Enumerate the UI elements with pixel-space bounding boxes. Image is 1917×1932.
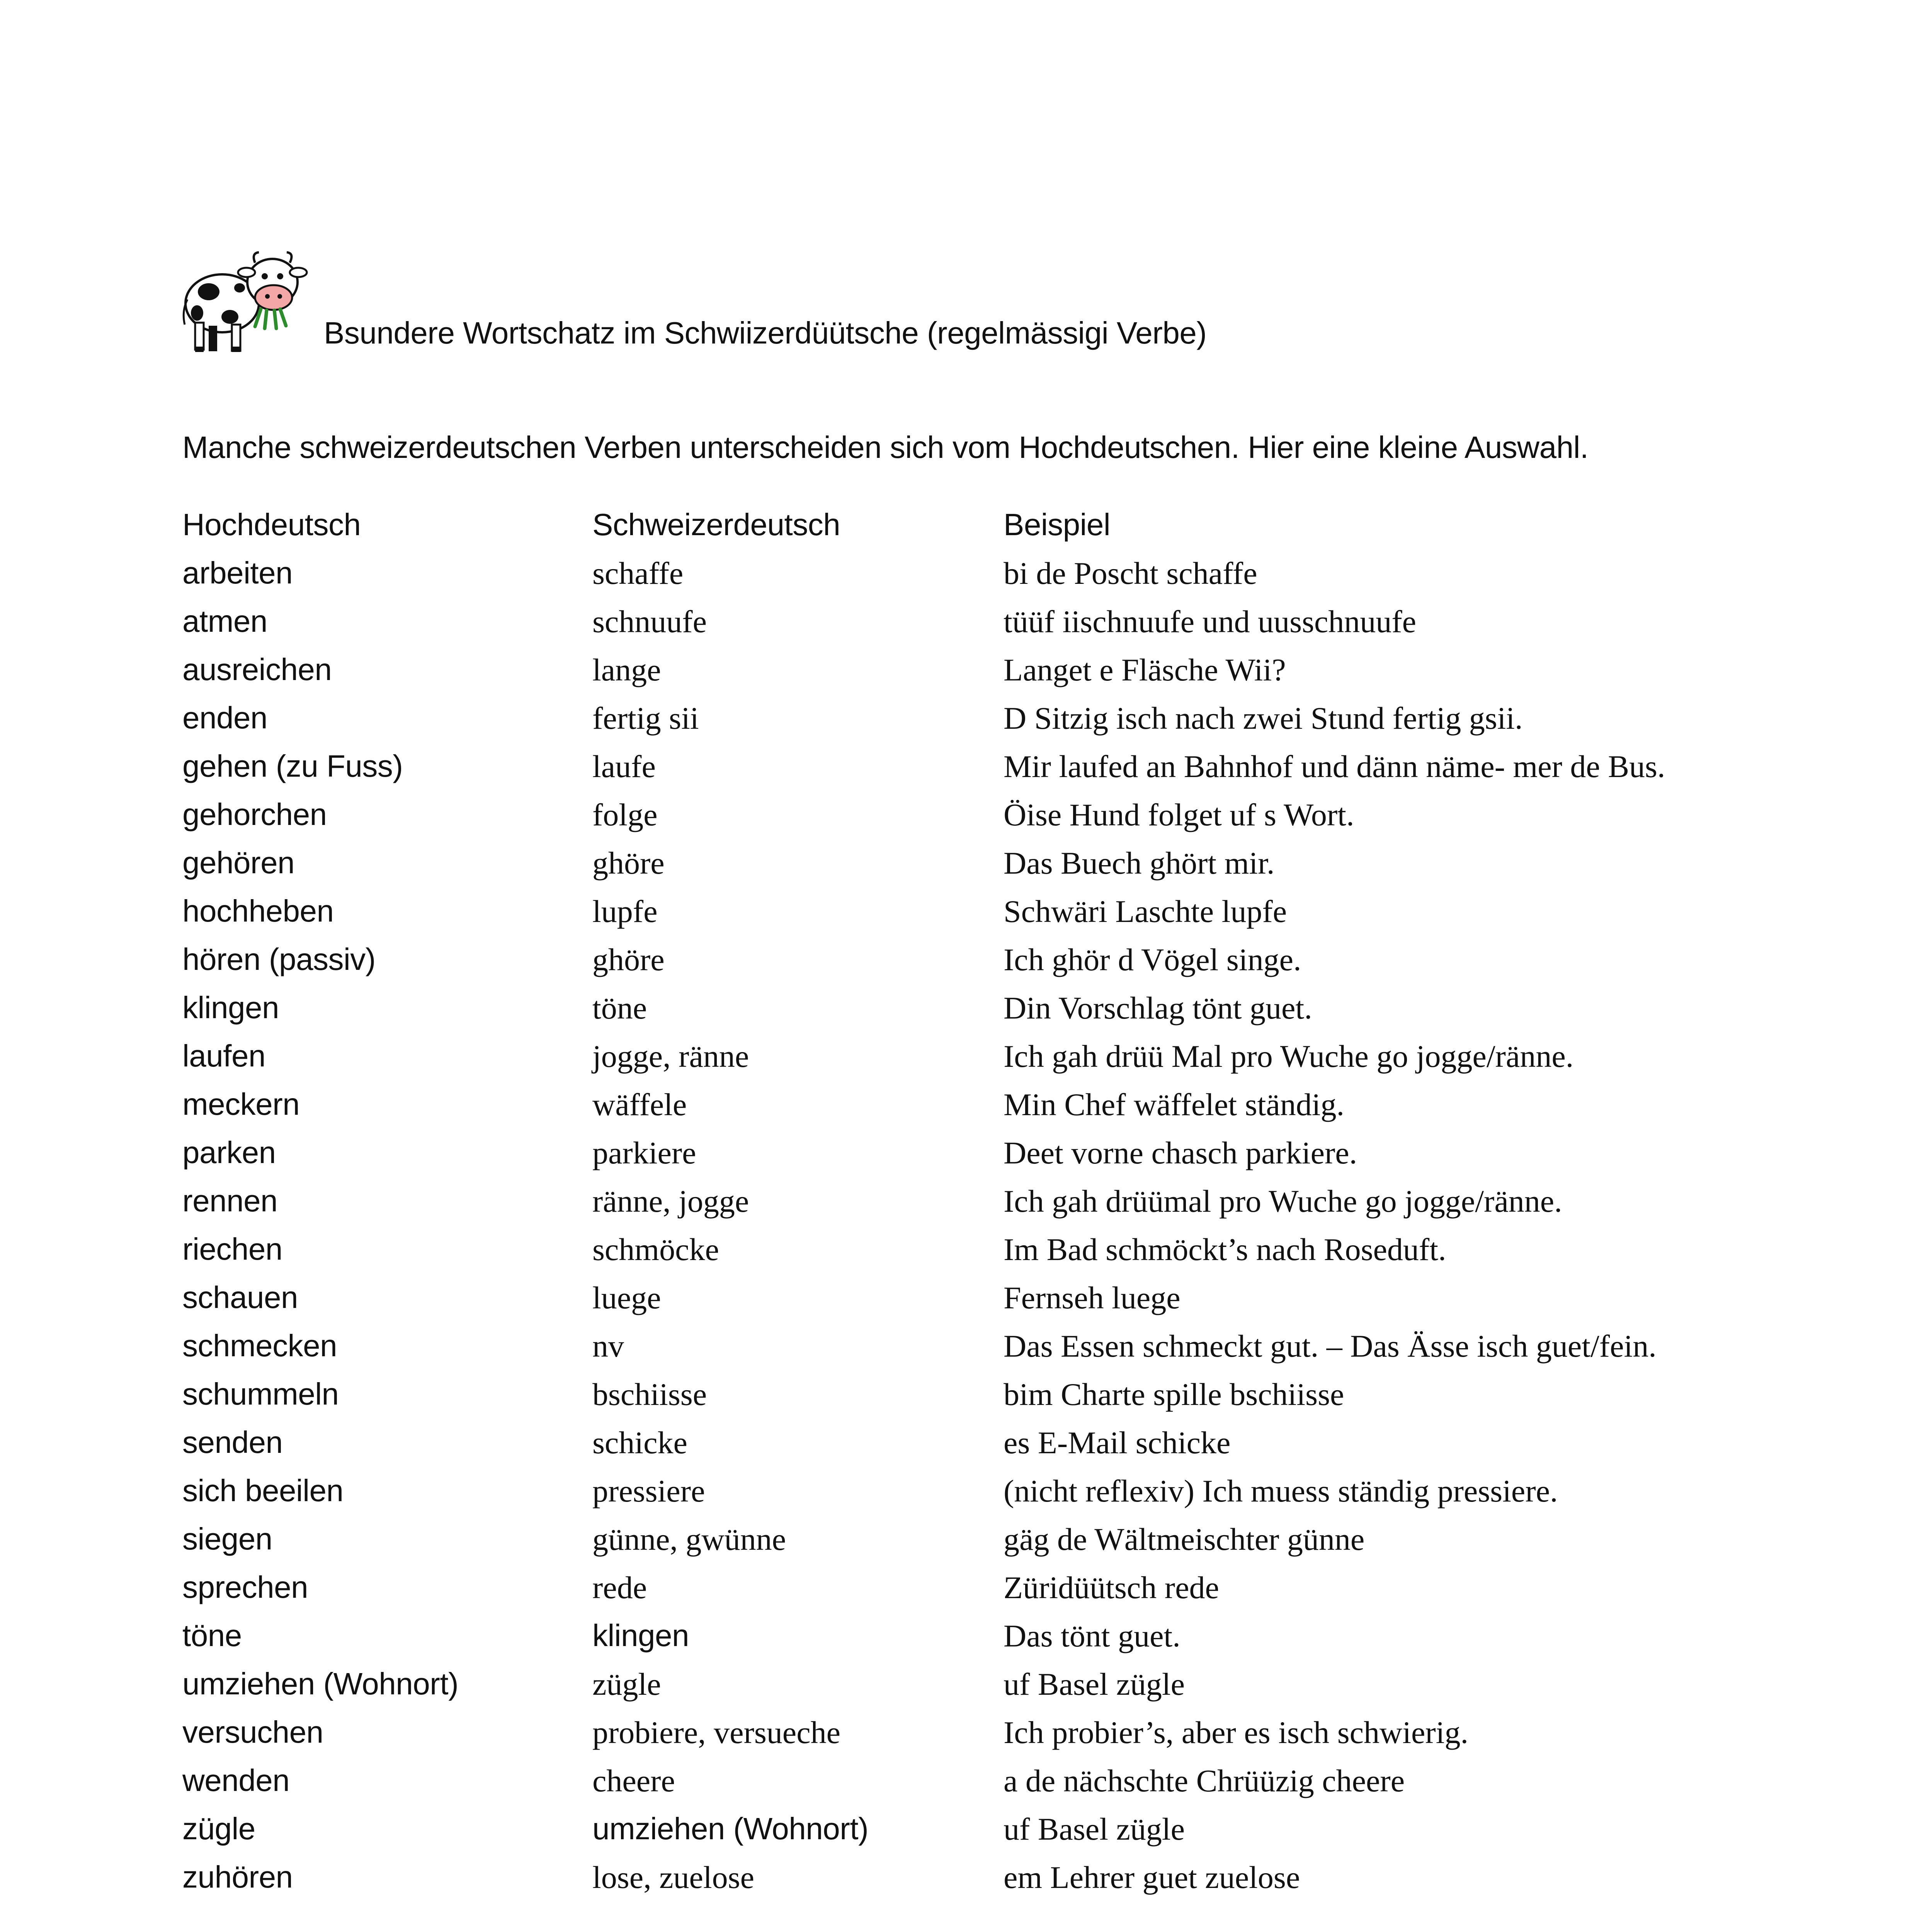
cell-beispiel: Langet e Fläsche Wii? xyxy=(1004,652,1286,687)
cell-schweizerdeutsch: günne, gwünne xyxy=(592,1522,786,1557)
table-row xyxy=(182,1572,1805,1620)
table-row xyxy=(182,896,1805,944)
cell-beispiel: Das tönt guet. xyxy=(1004,1618,1180,1653)
cell-beispiel: Ich gah drüümal pro Wuche go jogge/ränne. xyxy=(1004,1184,1562,1219)
table-row xyxy=(182,1234,1805,1282)
intro-text: Manche schweizerdeutschen Verben unterscheiden sich vom Hochdeutschen. Hier eine kleine Auswahl. xyxy=(182,430,1589,464)
table-row xyxy=(182,799,1805,847)
table-row xyxy=(182,944,1805,992)
cell-hochdeutsch: versuchen xyxy=(182,1715,323,1749)
cell-schweizerdeutsch: umziehen (Wohnort) xyxy=(592,1811,869,1846)
table-row xyxy=(182,751,1805,799)
cell-hochdeutsch: laufen xyxy=(182,1039,265,1073)
cell-beispiel: Ich probier’s, aber es isch schwierig. xyxy=(1004,1715,1469,1750)
cell-schweizerdeutsch: töne xyxy=(592,990,647,1026)
cell-schweizerdeutsch: jogge, ränne xyxy=(592,1039,749,1074)
cell-beispiel: Im Bad schmöckt’s nach Roseduft. xyxy=(1004,1232,1446,1267)
cell-hochdeutsch: parken xyxy=(182,1135,276,1170)
cell-schweizerdeutsch: schmöcke xyxy=(592,1232,719,1267)
table-row xyxy=(182,1282,1805,1330)
cell-schweizerdeutsch: cheere xyxy=(592,1763,675,1798)
cell-beispiel: em Lehrer guet zuelose xyxy=(1004,1860,1300,1895)
table-row xyxy=(182,1137,1805,1185)
cell-schweizerdeutsch: zügle xyxy=(592,1667,661,1702)
cell-hochdeutsch: schmecken xyxy=(182,1328,337,1363)
table-row xyxy=(182,1379,1805,1427)
cell-schweizerdeutsch: luege xyxy=(592,1280,661,1315)
cell-schweizerdeutsch: pressiere xyxy=(592,1473,705,1509)
table-row xyxy=(182,702,1805,751)
cell-hochdeutsch: wenden xyxy=(182,1763,290,1798)
table-row xyxy=(182,1041,1805,1089)
table-row xyxy=(182,558,1805,606)
cell-beispiel: Fernseh luege xyxy=(1004,1280,1180,1315)
cell-beispiel: Das Buech ghört mir. xyxy=(1004,845,1275,881)
cell-beispiel: Züridüütsch rede xyxy=(1004,1570,1219,1605)
cell-beispiel: uf Basel zügle xyxy=(1004,1811,1185,1847)
cell-beispiel: es E-Mail schicke xyxy=(1004,1425,1231,1460)
table-row xyxy=(182,1475,1805,1524)
cow-icon xyxy=(182,245,313,357)
cell-beispiel: (nicht reflexiv) Ich muess ständig pressiere. xyxy=(1004,1473,1558,1509)
cell-hochdeutsch: schummeln xyxy=(182,1377,339,1411)
cell-hochdeutsch: ausreichen xyxy=(182,652,332,687)
cell-schweizerdeutsch: wäffele xyxy=(592,1087,687,1122)
table-row xyxy=(182,1524,1805,1572)
cell-hochdeutsch: meckern xyxy=(182,1087,300,1121)
cell-beispiel: bi de Poscht schaffe xyxy=(1004,556,1257,591)
cell-schweizerdeutsch: ränne, jogge xyxy=(592,1184,749,1219)
table-row xyxy=(182,1765,1805,1813)
table-row xyxy=(182,606,1805,654)
table-row xyxy=(182,1668,1805,1717)
cell-schweizerdeutsch: folge xyxy=(592,797,658,832)
table-row xyxy=(182,847,1805,896)
table-row xyxy=(182,1185,1805,1234)
cell-schweizerdeutsch: lose, zuelose xyxy=(592,1860,754,1895)
cell-schweizerdeutsch: klingen xyxy=(592,1618,689,1653)
cell-hochdeutsch: hochheben xyxy=(182,894,334,928)
cell-hochdeutsch: klingen xyxy=(182,990,279,1025)
cell-hochdeutsch: hören (passiv) xyxy=(182,942,376,976)
cell-beispiel: Schwäri Laschte lupfe xyxy=(1004,894,1287,929)
table-row xyxy=(182,1330,1805,1379)
cell-schweizerdeutsch: rede xyxy=(592,1570,647,1605)
cell-schweizerdeutsch: ghöre xyxy=(592,942,665,977)
cell-beispiel: D Sitzig isch nach zwei Stund fertig gsii. xyxy=(1004,701,1523,736)
table-row xyxy=(182,1427,1805,1475)
cell-hochdeutsch: töne xyxy=(182,1618,242,1653)
table-row xyxy=(182,1089,1805,1137)
verb-table xyxy=(182,509,1805,1910)
cell-hochdeutsch: rennen xyxy=(182,1184,278,1218)
cell-hochdeutsch: sprechen xyxy=(182,1570,308,1604)
cell-hochdeutsch: zügle xyxy=(182,1811,255,1846)
cell-hochdeutsch: gehorchen xyxy=(182,797,327,832)
cell-beispiel: Öise Hund folget uf s Wort. xyxy=(1004,797,1354,832)
cell-beispiel: tüüf iischnuufe und uusschnuufe xyxy=(1004,604,1417,639)
cell-hochdeutsch: gehören xyxy=(182,845,295,880)
cell-beispiel: gäg de Wältmeischter günne xyxy=(1004,1522,1365,1557)
cell-schweizerdeutsch: bschiisse xyxy=(592,1377,707,1412)
cell-schweizerdeutsch: lange xyxy=(592,652,661,687)
cell-schweizerdeutsch: schnuufe xyxy=(592,604,707,639)
cell-beispiel: Ich gah drüü Mal pro Wuche go jogge/ränne. xyxy=(1004,1039,1574,1074)
cell-hochdeutsch: senden xyxy=(182,1425,283,1459)
table-row xyxy=(182,1862,1805,1910)
cell-hochdeutsch: schauen xyxy=(182,1280,298,1315)
table-row xyxy=(182,1620,1805,1668)
cell-schweizerdeutsch: probiere, versueche xyxy=(592,1715,840,1750)
table-row xyxy=(182,1717,1805,1765)
cell-hochdeutsch: zuhören xyxy=(182,1860,293,1894)
cell-hochdeutsch: riechen xyxy=(182,1232,282,1266)
cell-schweizerdeutsch: schaffe xyxy=(592,556,684,591)
cell-beispiel: Deet vorne chasch parkiere. xyxy=(1004,1135,1357,1170)
cell-beispiel: Din Vorschlag tönt guet. xyxy=(1004,990,1312,1026)
cell-hochdeutsch: umziehen (Wohnort) xyxy=(182,1667,459,1701)
table-header-row xyxy=(182,509,1805,558)
column-header-schweizerdeutsch: Schweizerdeutsch xyxy=(592,507,840,542)
cell-hochdeutsch: atmen xyxy=(182,604,267,638)
cell-schweizerdeutsch: lupfe xyxy=(592,894,658,929)
cell-hochdeutsch: siegen xyxy=(182,1522,272,1556)
cell-beispiel: Das Essen schmeckt gut. – Das Ässe isch guet/fein. xyxy=(1004,1328,1657,1364)
table-row xyxy=(182,654,1805,702)
cell-beispiel: bim Charte spille bschiisse xyxy=(1004,1377,1344,1412)
cell-beispiel: a de nächschte Chrüüzig cheere xyxy=(1004,1763,1405,1798)
cell-schweizerdeutsch: parkiere xyxy=(592,1135,696,1170)
cell-beispiel: Ich ghör d Vögel singe. xyxy=(1004,942,1301,977)
cell-schweizerdeutsch: schicke xyxy=(592,1425,687,1460)
cell-beispiel: Min Chef wäffelet ständig. xyxy=(1004,1087,1345,1122)
cell-beispiel: uf Basel zügle xyxy=(1004,1667,1185,1702)
cell-beispiel: Mir laufed an Bahnhof und dänn näme- mer de Bus. xyxy=(1004,749,1665,784)
cell-schweizerdeutsch: laufe xyxy=(592,749,656,784)
cell-hochdeutsch: gehen (zu Fuss) xyxy=(182,749,403,783)
cell-schweizerdeutsch: fertig sii xyxy=(592,701,699,736)
column-header-beispiel: Beispiel xyxy=(1004,507,1111,542)
page-heading: Bsundere Wortschatz im Schwiizerdüütsche (regelmässigi Verbe) xyxy=(324,316,1207,350)
column-header-hochdeutsch: Hochdeutsch xyxy=(182,507,361,542)
table-row xyxy=(182,1813,1805,1862)
cell-hochdeutsch: enden xyxy=(182,701,267,735)
table-row xyxy=(182,992,1805,1041)
cell-hochdeutsch: arbeiten xyxy=(182,556,293,590)
cell-schweizerdeutsch: nv xyxy=(592,1328,624,1364)
cell-schweizerdeutsch: ghöre xyxy=(592,845,665,881)
cell-hochdeutsch: sich beeilen xyxy=(182,1473,344,1508)
